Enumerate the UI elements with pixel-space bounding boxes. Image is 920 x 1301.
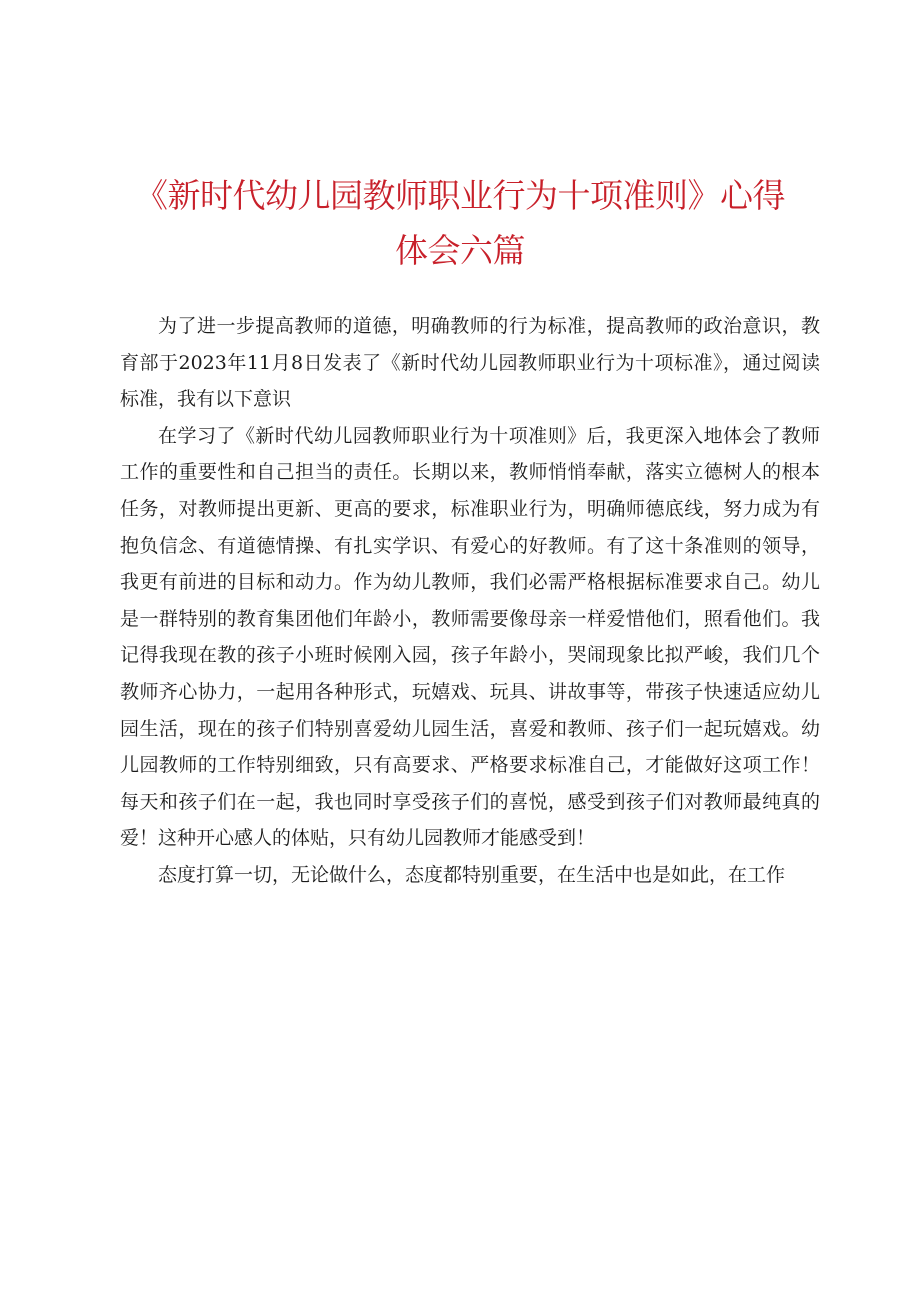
paragraph-attitude: 态度打算一切，无论做什么，态度都特别重要，在生活中也是如此，在工作 xyxy=(158,863,786,886)
paragraph-reflection: 在学习了《新时代幼儿园教师职业行为十项准则》后，我更深入地体会了教师工作的重要性和自己担当的责任。长期以来，教师悄悄奉献，落实立德树人的根本任务，对教师提出更新、更高的要求，标准职业行为，明确师德底线，努力成为有抱负信念、有道德情操、有扎实学识、有爱心的好教师。有了这十条准则的领导，我更有前进的目标和动力。作为幼儿教师，我们必需严格根据标准要求自己。幼儿是一群特别的教育集团他们年龄小，教师需要像母亲一样爱惜他们，照看他们。我记得我现在教的孩子小班时候刚入园，孩子年龄小，哭闹现象比拟严峻，我们几个教师齐心协力，一起用各种形式，玩嬉戏、玩具、讲故事等，带孩子快速适应幼儿园生活，现在的孩子们特别喜爱幼儿园生活，喜爱和教师、孩子们一起玩嬉戏。幼儿园教师的工作特别细致，只有高要求、严格要求标准自己，才能做好这项工作！每天和孩子们在一起，我也同时享受孩子们的喜悦，感受到孩子们对教师最纯真的爱！这种开心感人的体贴，只有幼儿园教师才能感受到！ xyxy=(120,424,820,850)
document-body xyxy=(120,308,820,894)
paragraph-intro: 为了进一步提高教师的道德，明确教师的行为标准，提高教师的政治意识，教育部于2023年11月8日发表了《新时代幼儿园教师职业行为十项标准》，通过阅读标准，我有以下意识 xyxy=(120,315,820,411)
title-line-1: 《新时代幼儿园教师职业行为十项准则》心得 xyxy=(135,176,785,215)
document-title xyxy=(100,168,820,278)
title-line-2: 体会六篇 xyxy=(395,231,525,270)
